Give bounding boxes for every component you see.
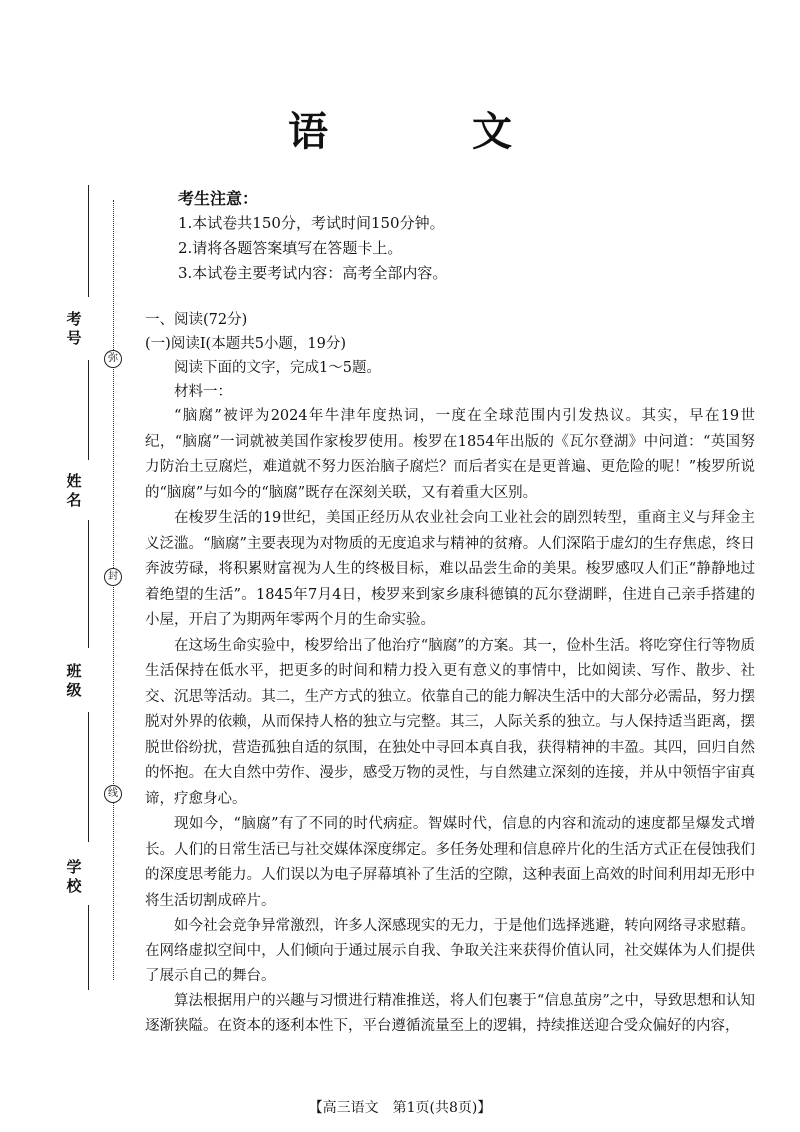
- page-footer: 【高三语文 第1页(共8页)】: [308, 1100, 492, 1116]
- field-underline: [88, 360, 89, 460]
- field-label-exam-number: 考号: [66, 310, 82, 347]
- sub-section-heading: (一)阅读Ⅰ(本题共5小题，19分): [145, 336, 347, 352]
- seal-mark-feng: 封: [104, 568, 122, 586]
- field-label-class: 班级: [66, 662, 82, 699]
- reading-instruction: 阅读下面的文字，完成1～5题。: [174, 360, 381, 376]
- candidate-notice: [178, 186, 447, 286]
- paragraph: 在这场生命实验中，梭罗给出了他治疗“脑腐”的方案。其一，俭朴生活。将吃穿住行等物质生活保持在低水平，把更多的时间和精力投入更有意义的事情中，比如阅读、写作、散步、社交、沉思等活动。其二，生产方式的独立。依靠自己的能力解决生活中的大部分必需品，努力摆脱对外界的依赖，从而保持人格的独立与完整。其三，人际关系的独立。与人保持适当距离，摆脱世俗纷扰，营造孤独自适的氛围，在独处中寻回本真自我，获得精神的丰盈。其四，回归自然的怀抱。在大自然中劳作、漫步，感受万物的灵性，与自然建立深刻的连接，并从中领悟宇宙真谛，疗愈身心。: [145, 637, 755, 807]
- section-heading: 一、阅读(72分): [145, 312, 248, 328]
- binding-margin: [0, 0, 130, 1132]
- paragraph: 在梭罗生活的19世纪，美国正经历从农业社会向工业社会的剧烈转型，重商主义与拜金主义泛滥。“脑腐”主要表现为对物质的无度追求与精神的贫瘠。人们深陷于虚幻的生存焦虑，终日奔波劳碌，将积累财富视为人生的终极目标，难以品尝生命的美果。梭罗感叹人们正“静静地过着绝望的生活”。1845年7月4日，梭罗来到家乡康科德镇的瓦尔登湖畔，住进自己亲手搭建的小屋，开启了为期两年零两个月的生命实验。: [145, 510, 755, 628]
- paragraph: 现如今，“脑腐”有了不同的时代病症。智媒时代，信息的内容和流动的速度都呈爆发式增长。人们的日常生活已与社交媒体深度绑定。多任务处理和信息碎片化的生活方式正在侵蚀我们的深度思考能力。人们误以为电子屏幕填补了生活的空隙，这种表面上高效的时间利用却无形中将生活切割成碎片。: [145, 816, 755, 909]
- seal-mark-mi: 弥: [104, 350, 122, 368]
- notice-item: 2.请将各题答案填写在答题卡上。: [178, 239, 403, 257]
- seal-dotted-line: [113, 200, 114, 980]
- reading-section: [145, 308, 755, 1039]
- paragraph: 算法根据用户的兴趣与习惯进行精准推送，将人们包裹于“信息茧房”之中，导致思想和认知逐渐狭隘。在资本的逐利本性下，平台遵循流量至上的逻辑，持续推送迎合受众偏好的内容，: [145, 993, 755, 1034]
- field-underline: [88, 712, 89, 842]
- paragraph: 如今社会竞争异常激烈，许多人深感现实的无力，于是他们选择逃避，转向网络寻求慰藉。在网络虚拟空间中，人们倾向于通过展示自我、争取关注来获得价值认同，社交媒体为人们提供了展示自己的舞台。: [145, 918, 755, 984]
- field-underline: [88, 520, 89, 648]
- material-label: 材料一：: [174, 384, 232, 400]
- seal-mark-xian: 线: [104, 785, 122, 803]
- paragraph: “脑腐”被评为2024年牛津年度热词，一度在全球范围内引发热议。其实，早在19世纪，“脑腐”一词就被美国作家梭罗使用。梭罗在1854年出版的《瓦尔登湖》中问道：“英国努力防治土豆腐烂，难道就不努力医治脑子腐烂？而后者实在是更普遍、更危险的呢！”梭罗所说的“脑腐”与如今的“脑腐”既存在深刻关联，又有着重大区别。: [145, 408, 755, 501]
- field-underline: [88, 185, 89, 297]
- field-label-school: 学校: [66, 858, 82, 895]
- notice-item: 3.本试卷主要考试内容：高考全部内容。: [178, 264, 448, 282]
- field-underline: [88, 905, 89, 990]
- field-label-name: 姓名: [66, 472, 82, 509]
- page-title: 语 文: [288, 108, 564, 155]
- notice-item: 1.本试卷共150分，考试时间150分钟。: [178, 214, 445, 232]
- notice-heading: 考生注意：: [178, 189, 259, 208]
